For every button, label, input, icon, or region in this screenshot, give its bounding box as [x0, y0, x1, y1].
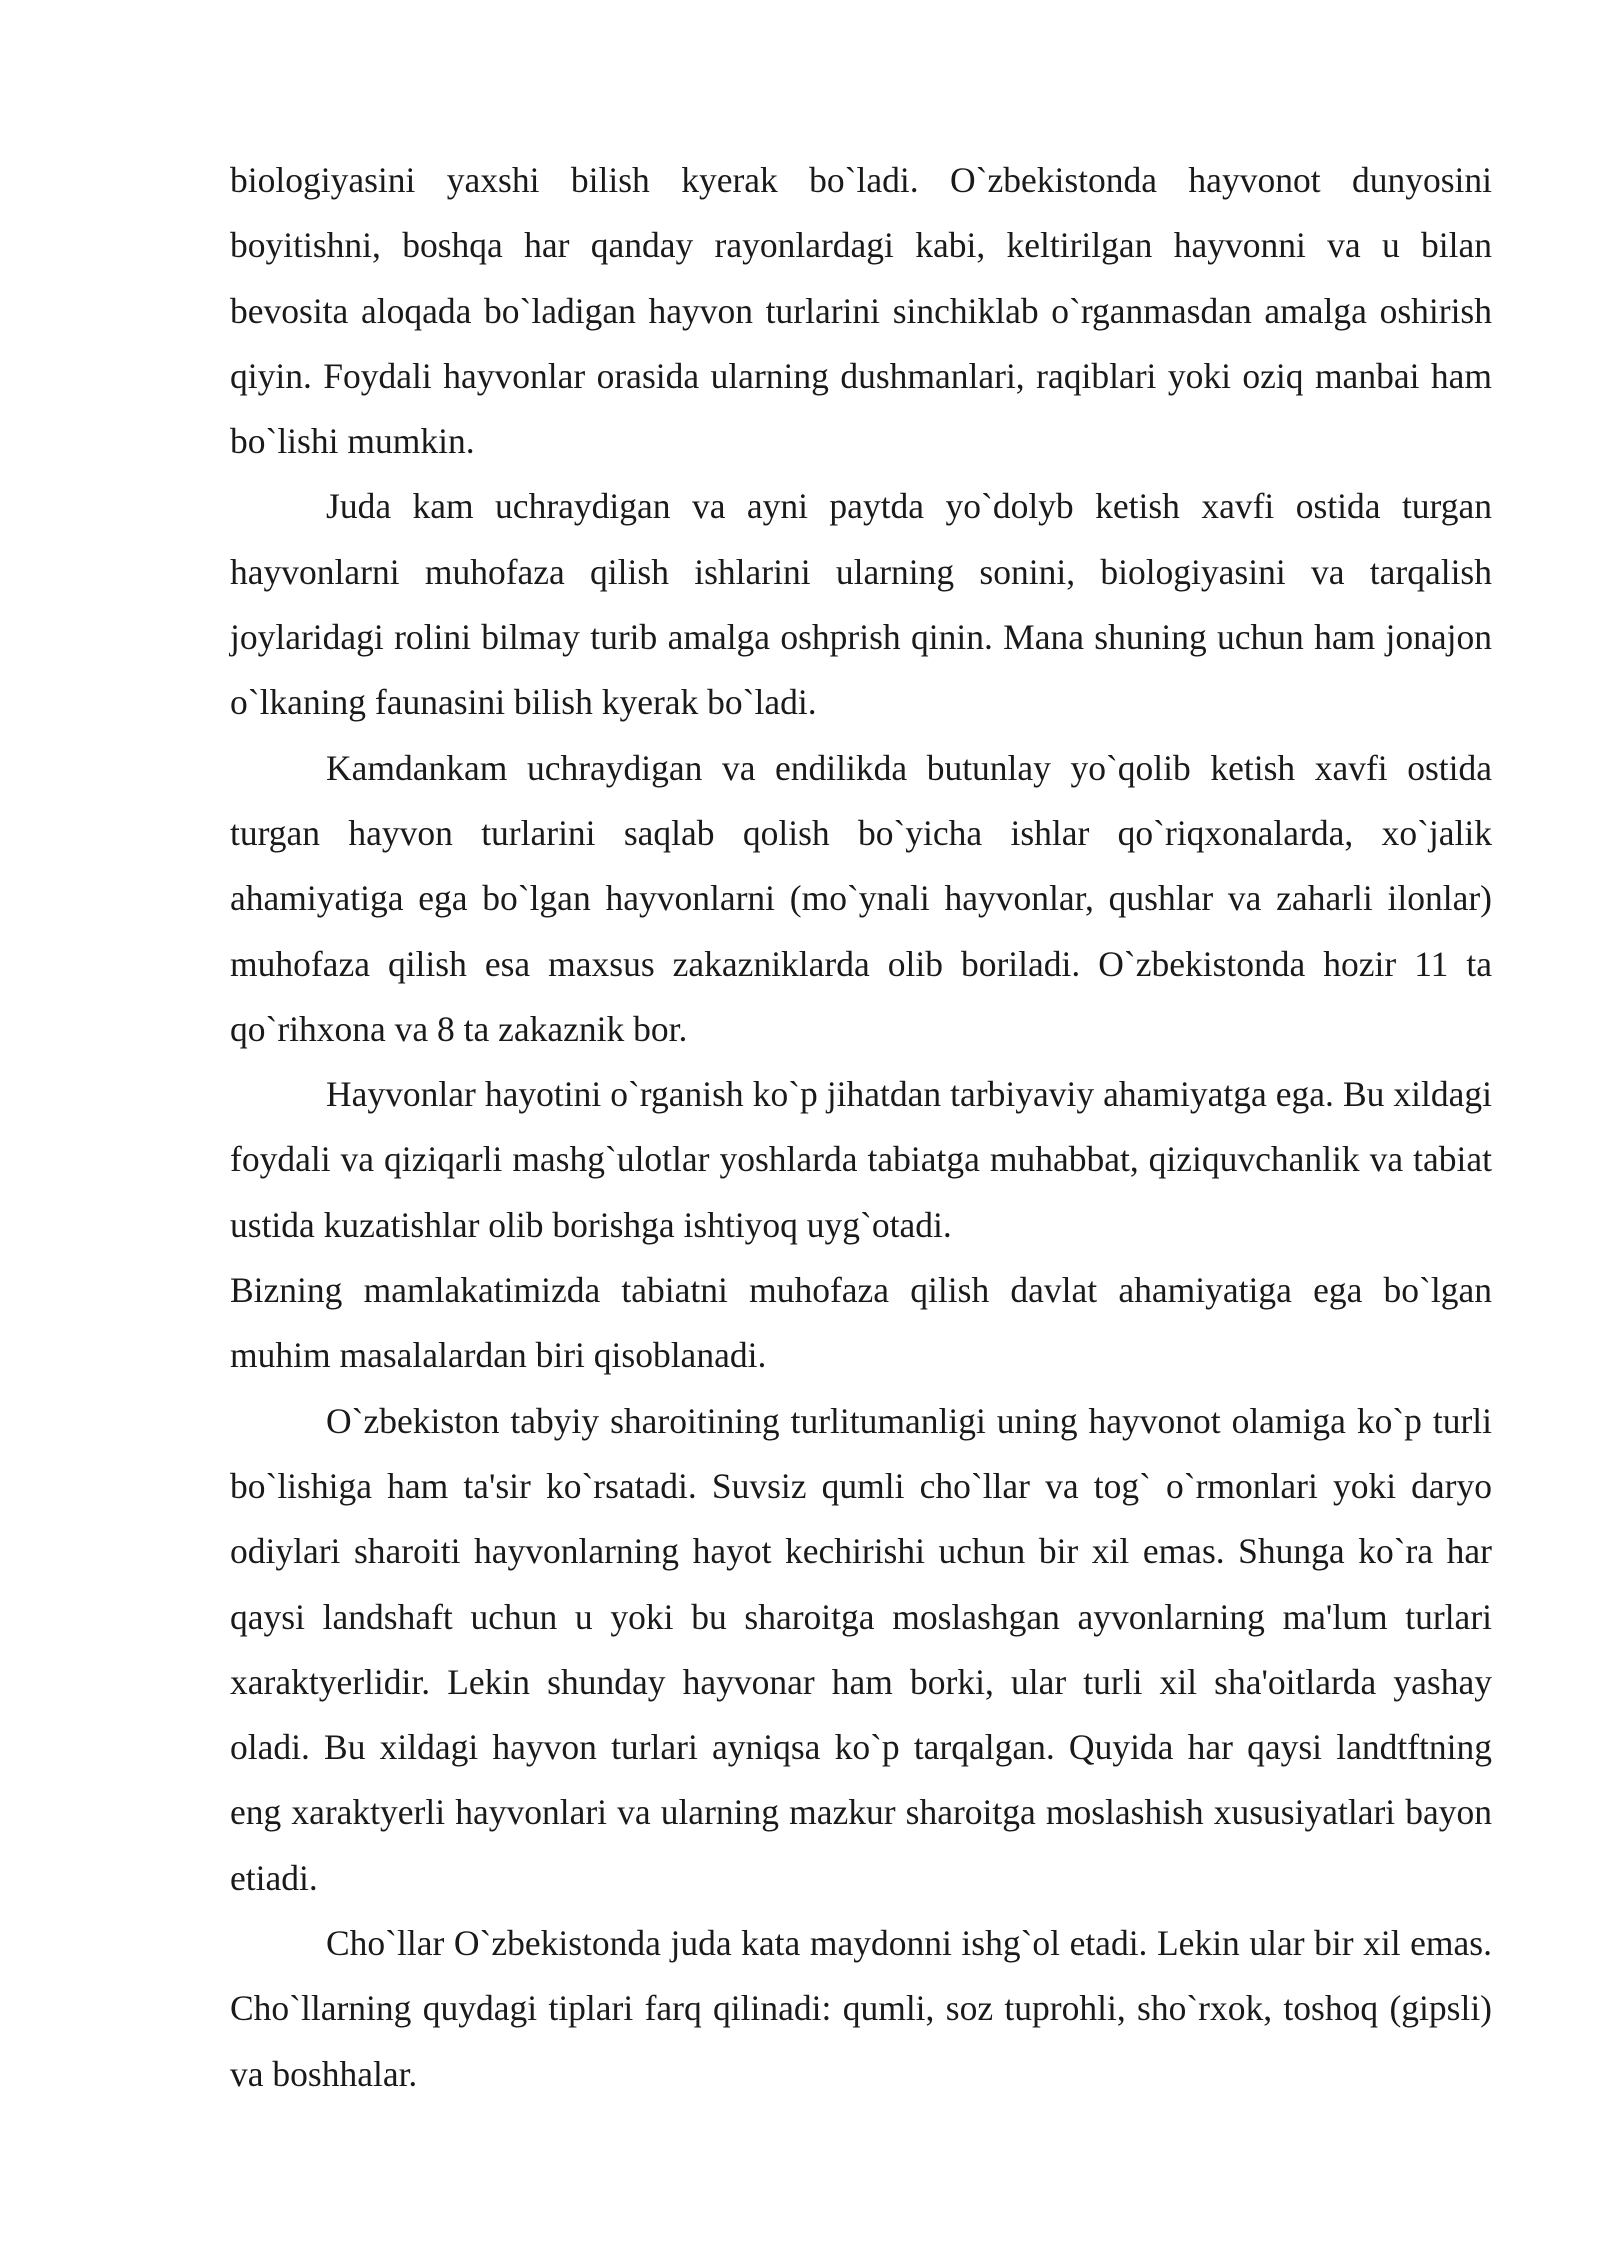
paragraph: Cho`llar O`zbekistonda juda kata maydonni ishg`ol etadi. Lekin ular bir xil emas. Cho`llarning quydagi tiplari farq qilinadi: qumli, soz tuprohli, sho`rxok, toshoq (gipsli) va boshhalar. [230, 1923, 1492, 2094]
paragraph: Kamdankam uchraydigan va endilikda butunlay yo`qolib ketish xavfi ostida turgan hayvon turlarini saqlab qolish bo`yicha ishlar qo`riqxonalarda, xo`jalik ahamiyatiga ega bo`lgan hayvonlarni (mo`ynali hayvonlar, qushlar va zaharli ilonlar) muhofaza qilish esa maxsus zakazniklarda olib boriladi. O`zbekistonda hozir 11 ta qo`rihxona va 8 ta zakaznik bor. [230, 747, 1492, 1049]
paragraph: Bizning mamlakatimizda tabiatni muhofaza qilish davlat ahamiyatiga ega bo`lgan muhim masalalardan biri qisoblanadi. [230, 1270, 1492, 1376]
paragraph: Juda kam uchraydigan va ayni paytda yo`dolyb ketish xavfi ostida turgan hayvonlarni muhofaza qilish ishlarini ularning sonini, biologiyasini va tarqalish joylaridagi rolini bilmay turib amalga oshprish qinin. Mana shuning uchun ham jonajon o`lkaning faunasini bilish kyerak bo`ladi. [230, 486, 1492, 723]
paragraph: Hayvonlar hayotini o`rganish ko`p jihatdan tarbiyaviy ahamiyatga ega. Bu xildagi foydali va qiziqarli mashg`ulotlar yoshlarda tabiatga muhabbat, qiziquvchanlik va tabiat ustida kuzatishlar olib borishga ishtiyoq uyg`otadi. [230, 1074, 1492, 1245]
paragraph: biologiyasini yaxshi bilish kyerak bo`ladi. O`zbekistonda hayvonot dunyosini boyitishni, boshqa har qanday rayonlardagi kabi, keltirilgan hayvonni va u bilan bevosita aloqada bo`ladigan hayvon turlarini sinchiklab o`rganmasdan amalga oshirish qiyin. Foydali hayvonlar orasida ularning dushmanlari, raqiblari yoki oziq manbai ham bo`lishi mumkin. [230, 160, 1492, 462]
paragraph: O`zbekiston tabyiy sharoitining turlitumanligi uning hayvonot olamiga ko`p turli bo`lishiga ham ta'sir ko`rsatadi. Suvsiz qumli cho`llar va tog` o`rmonlari yoki daryo odiylari sharoiti hayvonlarning hayot kechirishi uchun bir xil emas. Shunga ko`ra har qaysi landshaft uchun u yoki bu sharoitga moslashgan ayvonlarning ma'lum turlari xaraktyerlidir. Lekin shunday hayvonar ham borki, ular turli xil sha'oitlarda yashay oladi. Bu xildagi hayvon turlari ayniqsa ko`p tarqalgan. Quyida har qaysi landtftning eng xaraktyerli hayvonlari va ularning mazkur sharoitga moslashish xususiyatlari bayon etiadi. [230, 1400, 1492, 1898]
document-body [230, 148, 1492, 2107]
